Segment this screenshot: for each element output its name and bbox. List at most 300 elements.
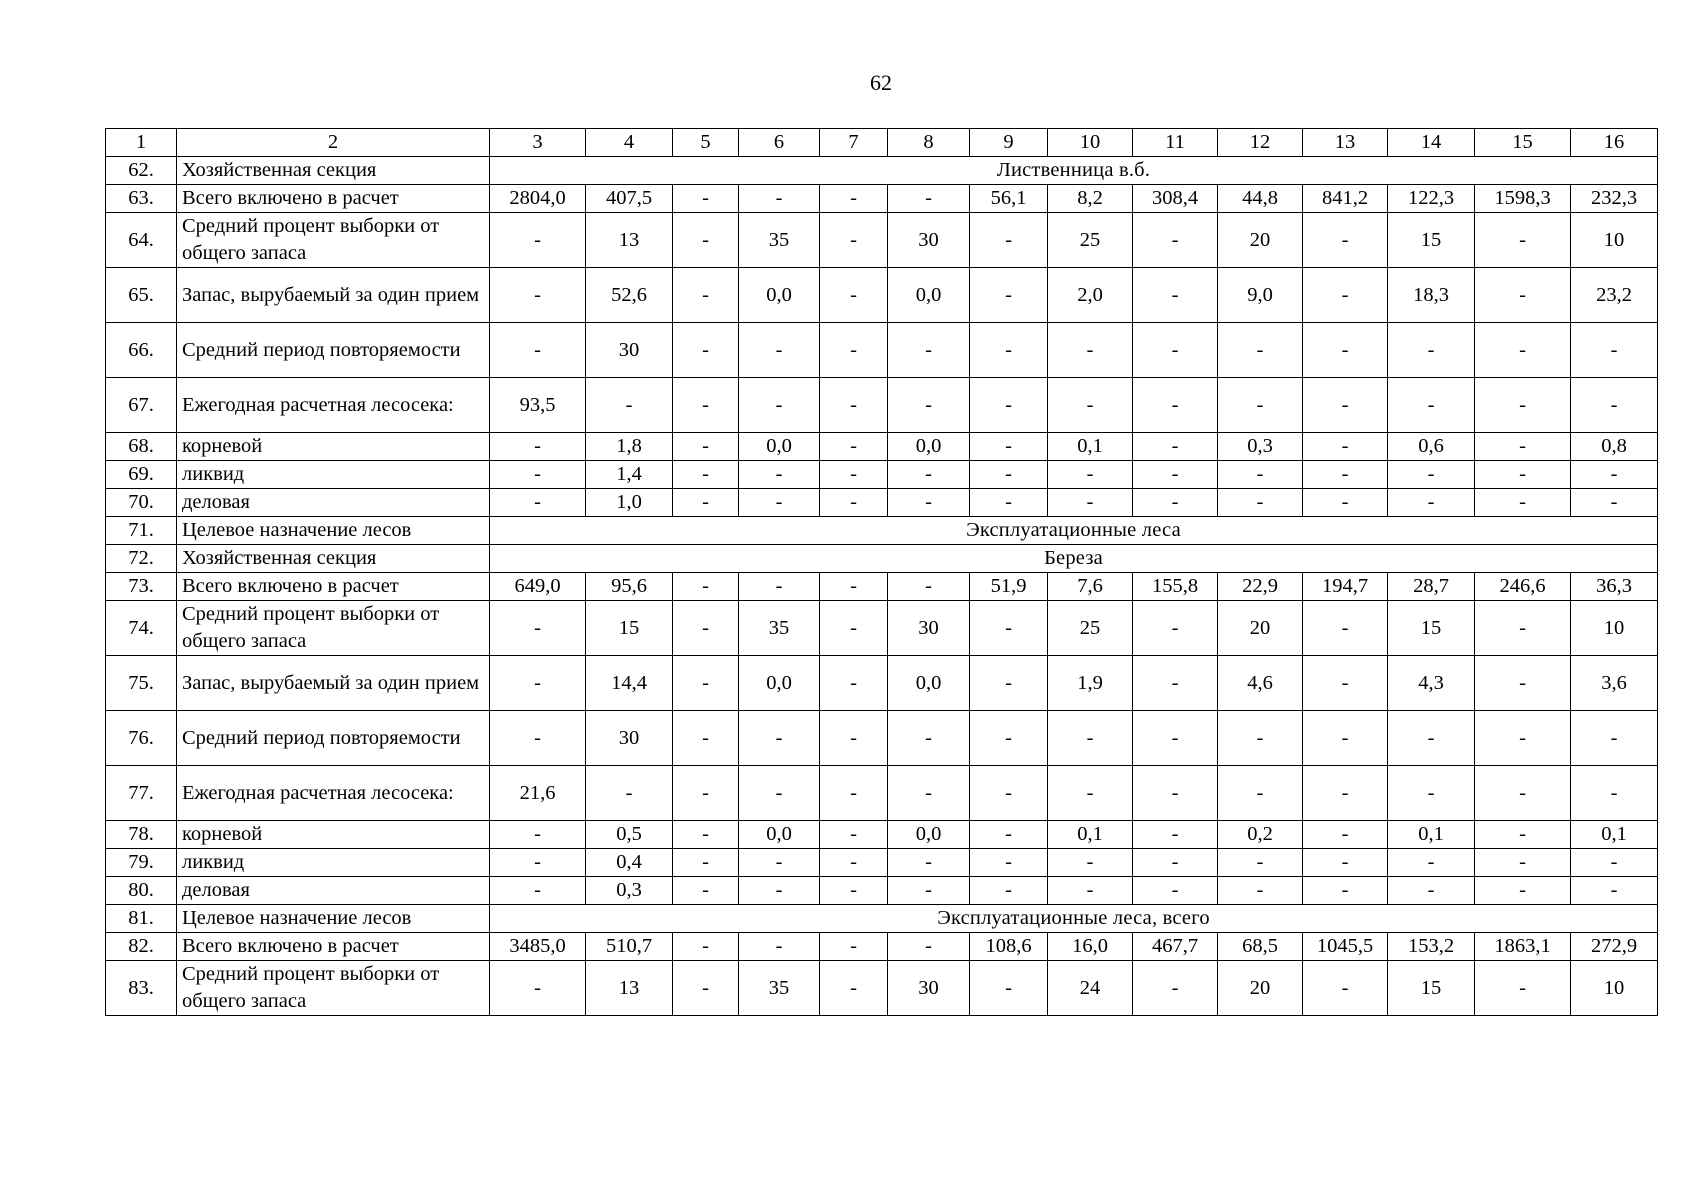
table-cell: - [1475,323,1571,378]
table-cell: - [1133,849,1218,877]
row-label: Хозяйственная секция [177,157,490,185]
table-cell: - [970,766,1048,821]
table-cell: - [1048,766,1133,821]
table-cell: - [673,766,739,821]
row-number: 72. [106,545,177,573]
table-cell: - [1303,461,1388,489]
table-cell: - [820,656,888,711]
row-number: 81. [106,905,177,933]
table-cell: 51,9 [970,573,1048,601]
table-cell: - [739,877,820,905]
table-cell: 23,2 [1571,268,1658,323]
row-number: 69. [106,461,177,489]
row-number: 83. [106,961,177,1016]
table-cell: 1863,1 [1475,933,1571,961]
table-cell: 0,3 [1218,433,1303,461]
table-cell: - [673,573,739,601]
table-cell: 308,4 [1133,185,1218,213]
table-cell: - [820,433,888,461]
row-number: 78. [106,821,177,849]
row-number: 65. [106,268,177,323]
table-cell: - [1571,766,1658,821]
table-cell: 56,1 [970,185,1048,213]
table-cell: 16,0 [1048,933,1133,961]
table-cell: 0,1 [1388,821,1475,849]
table-cell: - [1475,711,1571,766]
table-cell: - [820,323,888,378]
table-row [106,489,1658,517]
table-cell: 0,0 [888,821,970,849]
table-cell: - [1218,877,1303,905]
table-cell: - [1133,877,1218,905]
table-cell: 0,4 [586,849,673,877]
table-row [106,849,1658,877]
table-cell: - [820,378,888,433]
table-cell: - [970,711,1048,766]
table-cell: - [820,766,888,821]
table-cell: - [490,877,586,905]
row-label: Запас, вырубаемый за один прием [177,656,490,711]
table-cell: - [739,378,820,433]
table-cell: 21,6 [490,766,586,821]
table-cell: - [1571,378,1658,433]
table-cell: - [970,323,1048,378]
table-cell: 10 [1571,961,1658,1016]
table-cell: - [1218,489,1303,517]
table-cell: 246,6 [1475,573,1571,601]
table-cell: - [673,378,739,433]
table-cell: - [1475,268,1571,323]
table-cell: - [1133,461,1218,489]
table-cell: - [586,378,673,433]
table-cell: 0,0 [739,656,820,711]
table-cell: - [673,323,739,378]
table-cell: 18,3 [1388,268,1475,323]
table-cell: 13 [586,213,673,268]
column-header: 16 [1571,129,1658,157]
table-cell: 44,8 [1218,185,1303,213]
table-cell: - [820,185,888,213]
column-header: 15 [1475,129,1571,157]
table-cell: - [673,849,739,877]
table-cell: - [1475,656,1571,711]
table-cell: - [970,268,1048,323]
table-cell: 194,7 [1303,573,1388,601]
table-cell: 7,6 [1048,573,1133,601]
table-cell: - [673,433,739,461]
row-number: 82. [106,933,177,961]
table-cell: - [1303,711,1388,766]
table-cell: - [1303,378,1388,433]
section-span-cell: Лиственница в.б. [490,157,1658,185]
table-cell: 68,5 [1218,933,1303,961]
table-cell: 0,6 [1388,433,1475,461]
table-cell: - [1475,877,1571,905]
section-span-cell: Эксплуатационные леса [490,517,1658,545]
table-cell: - [673,877,739,905]
table-cell: - [739,323,820,378]
table-cell: 407,5 [586,185,673,213]
table-cell: 108,6 [970,933,1048,961]
table-cell: - [490,489,586,517]
column-header: 12 [1218,129,1303,157]
table-cell: 0,0 [888,433,970,461]
table-cell: - [1133,601,1218,656]
table-cell: - [888,766,970,821]
table-cell: - [970,961,1048,1016]
table-cell: 0,0 [739,433,820,461]
table-cell: - [1475,849,1571,877]
column-header: 4 [586,129,673,157]
table-cell: 15 [1388,213,1475,268]
table-cell: - [1303,601,1388,656]
table-cell: - [739,766,820,821]
table-cell: - [1048,849,1133,877]
table-cell: - [1218,849,1303,877]
table-row [106,157,1658,185]
table-cell: - [586,766,673,821]
table-cell: 3,6 [1571,656,1658,711]
row-number: 75. [106,656,177,711]
row-number: 62. [106,157,177,185]
row-label: Целевое назначение лесов [177,517,490,545]
table-cell: - [1475,601,1571,656]
column-header: 3 [490,129,586,157]
table-cell: 467,7 [1133,933,1218,961]
table-cell: - [970,489,1048,517]
table-cell: - [970,378,1048,433]
row-number: 74. [106,601,177,656]
table-cell: - [820,961,888,1016]
table-cell: - [1133,489,1218,517]
table-cell: 0,8 [1571,433,1658,461]
table-cell: - [1303,268,1388,323]
table-cell: 1598,3 [1475,185,1571,213]
table-row [106,877,1658,905]
page-number: 62 [870,70,892,95]
table-row [106,545,1658,573]
row-number: 79. [106,849,177,877]
table-cell: - [1218,766,1303,821]
table-cell: - [1218,711,1303,766]
table-cell: - [1388,461,1475,489]
table-cell: - [673,656,739,711]
table-row [106,268,1658,323]
row-number: 68. [106,433,177,461]
table-cell: - [490,821,586,849]
table-cell: - [1303,213,1388,268]
table-cell: - [1475,461,1571,489]
table-row [106,601,1658,656]
row-label: Средний процент выборки от общего запаса [177,213,490,268]
table-cell: - [970,821,1048,849]
column-header: 6 [739,129,820,157]
table-row [106,185,1658,213]
table-cell: 0,0 [739,268,820,323]
table-cell: 0,1 [1048,821,1133,849]
row-label: Всего включено в расчет [177,933,490,961]
table-cell: - [820,711,888,766]
table-cell: - [673,601,739,656]
table-cell: 10 [1571,601,1658,656]
table-cell: - [820,849,888,877]
table-cell: 15 [1388,961,1475,1016]
column-header: 13 [1303,129,1388,157]
table-cell: - [970,213,1048,268]
table-cell: - [1133,766,1218,821]
table-cell: - [1475,961,1571,1016]
table-cell: - [673,933,739,961]
table-cell: 25 [1048,601,1133,656]
row-number: 63. [106,185,177,213]
row-label: Всего включено в расчет [177,185,490,213]
row-label: корневой [177,433,490,461]
table-cell: - [1303,433,1388,461]
table-cell: - [1048,877,1133,905]
table-cell: 30 [888,601,970,656]
table-cell: - [1133,711,1218,766]
table-cell: - [970,433,1048,461]
row-label: Ежегодная расчетная лесосека: [177,378,490,433]
table-cell: 2804,0 [490,185,586,213]
table-cell: - [888,461,970,489]
table-cell: 30 [586,323,673,378]
table-cell: 14,4 [586,656,673,711]
table-cell: - [888,573,970,601]
table-cell: 2,0 [1048,268,1133,323]
table-cell: - [888,711,970,766]
table-cell: - [1133,656,1218,711]
table-cell: 155,8 [1133,573,1218,601]
table-cell: - [490,268,586,323]
table-cell: - [1571,489,1658,517]
table-row [106,656,1658,711]
column-header: 8 [888,129,970,157]
row-number: 76. [106,711,177,766]
table-cell: - [1048,323,1133,378]
table-cell: - [888,877,970,905]
table-cell: - [1133,213,1218,268]
table-row [106,573,1658,601]
table-cell: 1,9 [1048,656,1133,711]
table-cell: 272,9 [1571,933,1658,961]
table-cell: - [970,656,1048,711]
row-label: Средний процент выборки от общего запаса [177,601,490,656]
table-cell: - [1571,877,1658,905]
row-number: 77. [106,766,177,821]
table-cell: - [1475,378,1571,433]
table-cell: - [490,656,586,711]
table-row [106,323,1658,378]
table-cell: - [888,378,970,433]
table-cell: 0,1 [1571,821,1658,849]
table-cell: - [970,877,1048,905]
table-cell: - [820,461,888,489]
table-cell: 15 [1388,601,1475,656]
table-cell: - [1388,378,1475,433]
table-cell: - [970,601,1048,656]
table-cell: - [888,185,970,213]
column-header: 2 [177,129,490,157]
table-cell: - [970,849,1048,877]
table-cell: - [820,821,888,849]
table-cell: - [1571,461,1658,489]
row-number: 66. [106,323,177,378]
row-label: Ежегодная расчетная лесосека: [177,766,490,821]
column-header: 11 [1133,129,1218,157]
table-cell: - [820,933,888,961]
table-cell: - [1475,213,1571,268]
table-cell: - [820,268,888,323]
row-label: ликвид [177,461,490,489]
row-label: Средний процент выборки от общего запаса [177,961,490,1016]
table-cell: 1,8 [586,433,673,461]
row-label: ликвид [177,849,490,877]
table-cell: 510,7 [586,933,673,961]
table-cell: - [1388,489,1475,517]
data-table [105,128,1658,1016]
table-cell: - [1303,877,1388,905]
table-cell: 3485,0 [490,933,586,961]
row-number: 73. [106,573,177,601]
column-header: 1 [106,129,177,157]
table-cell: - [1303,489,1388,517]
table-cell: - [1133,961,1218,1016]
table-cell: - [888,933,970,961]
table-row [106,461,1658,489]
table-cell: - [1048,378,1133,433]
table-cell: - [739,185,820,213]
table-cell: 15 [586,601,673,656]
table-cell: - [490,461,586,489]
table-cell: - [820,601,888,656]
table-row [106,821,1658,849]
table-cell: - [1133,821,1218,849]
table-cell: - [888,323,970,378]
row-number: 80. [106,877,177,905]
table-cell: 52,6 [586,268,673,323]
table-cell: - [1475,766,1571,821]
table-row [106,711,1658,766]
table-cell: - [970,461,1048,489]
table-cell: - [673,461,739,489]
column-header: 5 [673,129,739,157]
row-label: Целевое назначение лесов [177,905,490,933]
row-label: деловая [177,877,490,905]
table-cell: 10 [1571,213,1658,268]
table-cell: 1,0 [586,489,673,517]
table-row [106,433,1658,461]
table-cell: 153,2 [1388,933,1475,961]
table-cell: 30 [888,213,970,268]
table-cell: - [673,213,739,268]
table-cell: - [1303,961,1388,1016]
table-cell: 20 [1218,961,1303,1016]
table-cell: 30 [888,961,970,1016]
table-cell: - [490,213,586,268]
table-cell: 0,0 [888,268,970,323]
table-cell: 1045,5 [1303,933,1388,961]
table-cell: - [1218,323,1303,378]
table-cell: 9,0 [1218,268,1303,323]
table-cell: - [739,573,820,601]
table-cell: 36,3 [1571,573,1658,601]
table-cell: - [490,601,586,656]
table-cell: - [1388,766,1475,821]
table-cell: 0,3 [586,877,673,905]
section-span-cell: Береза [490,545,1658,573]
row-label: Средний период повторяемости [177,323,490,378]
row-label: деловая [177,489,490,517]
table-cell: 24 [1048,961,1133,1016]
table-cell: 232,3 [1571,185,1658,213]
table-cell: 0,5 [586,821,673,849]
table-cell: - [1475,489,1571,517]
column-header: 7 [820,129,888,157]
table-cell: 4,3 [1388,656,1475,711]
row-label: Всего включено в расчет [177,573,490,601]
row-number: 64. [106,213,177,268]
table-row [106,766,1658,821]
table-cell: - [1133,268,1218,323]
table-cell: - [490,961,586,1016]
table-cell: 93,5 [490,378,586,433]
table-cell: - [1571,323,1658,378]
table-cell: - [1475,821,1571,849]
table-cell: - [820,877,888,905]
row-number: 67. [106,378,177,433]
table-cell: - [1303,821,1388,849]
section-span-cell: Эксплуатационные леса, всего [490,905,1658,933]
table-cell: - [1388,877,1475,905]
table-cell: - [1388,849,1475,877]
table-cell: - [490,433,586,461]
row-label: Средний период повторяемости [177,711,490,766]
row-label: корневой [177,821,490,849]
row-label: Хозяйственная секция [177,545,490,573]
table-cell: - [739,461,820,489]
column-header: 9 [970,129,1048,157]
table-cell: 22,9 [1218,573,1303,601]
table-cell: - [739,489,820,517]
table-cell: - [1133,378,1218,433]
table-cell: - [673,268,739,323]
table-cell: 20 [1218,213,1303,268]
table-cell: - [1303,849,1388,877]
table-cell: 122,3 [1388,185,1475,213]
table-cell: - [1133,433,1218,461]
table-cell: 649,0 [490,573,586,601]
table-cell: 28,7 [1388,573,1475,601]
table-cell: 35 [739,961,820,1016]
column-header: 14 [1388,129,1475,157]
table-row [106,961,1658,1016]
table-cell: - [673,961,739,1016]
table-cell: 0,2 [1218,821,1303,849]
table-cell: - [490,323,586,378]
table-cell: - [888,849,970,877]
table-cell: - [1303,766,1388,821]
table-row [106,378,1658,433]
table-cell: 95,6 [586,573,673,601]
table-cell: 25 [1048,213,1133,268]
table-cell: - [1048,711,1133,766]
table-cell: 0,0 [888,656,970,711]
table-cell: - [1388,711,1475,766]
table-cell: 35 [739,213,820,268]
table-cell: - [1388,323,1475,378]
table-cell: - [1303,323,1388,378]
